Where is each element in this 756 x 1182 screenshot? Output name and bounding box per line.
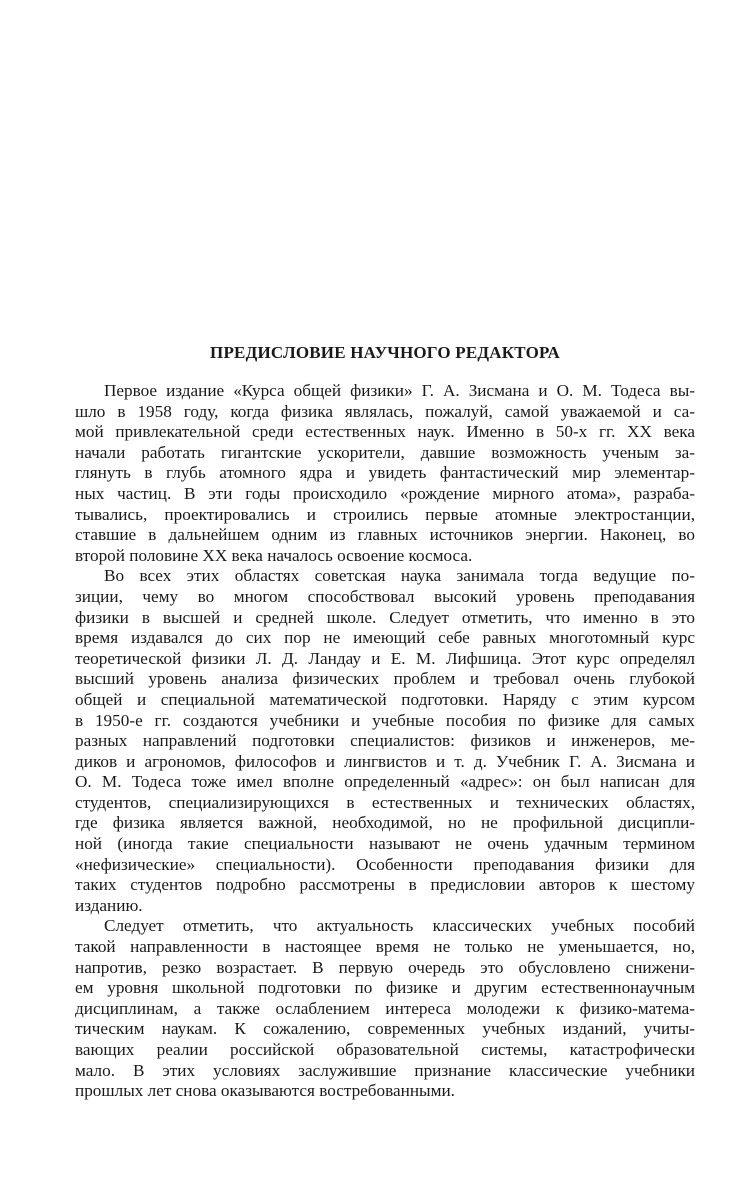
text-line: разных направлений подготовки специалистов: физиков и инженеров, ме-: [75, 731, 695, 751]
text-line: такой направленности в настоящее время не только не уменьшается, но,: [75, 937, 695, 957]
text-line: время издавался до сих пор не имеющий себе равных многотомный курс: [75, 628, 695, 648]
text-line: тывались, проектировались и строились первые атомные электростанции,: [75, 504, 695, 524]
text-line: глянуть в глубь атомного ядра и увидеть фантастический мир элементар-: [75, 463, 695, 483]
text-line: диков и агрономов, философов и лингвистов и т. д. Учебник Г. А. Зисмана и: [75, 751, 695, 771]
text-line: в 1950-е гг. создаются учебники и учебные пособия по физике для самых: [75, 710, 695, 730]
body-text: [75, 381, 695, 1102]
text-line: прошлых лет снова оказываются востребованными.: [75, 1081, 455, 1101]
paragraph-3: [75, 916, 695, 1101]
text-line: студентов, специализирующихся в естественных и технических областях,: [75, 792, 695, 812]
text-line: ем уровня школьной подготовки по физике и другим естественнонаучным: [75, 978, 695, 998]
text-line: шло в 1958 году, когда физика являлась, пожалуй, самой уважаемой и са-: [75, 401, 695, 421]
text-line: Следует отметить, что актуальность классических учебных пособий: [104, 916, 695, 936]
text-line: начали работать гигантские ускорители, давшие возможность ученым за-: [75, 442, 695, 462]
page-title: ПРЕДИСЛОВИЕ НАУЧНОГО РЕДАКТОРА: [210, 343, 560, 362]
text-line: где физика является важной, необходимой, но не профильной дисципли-: [75, 813, 695, 833]
text-line: дисциплинам, а также ослаблением интереса молодежи к физико-матема-: [75, 998, 695, 1018]
text-line: изданию.: [75, 895, 143, 915]
text-line: вающих реалии российской образовательной системы, катастрофически: [75, 1040, 695, 1059]
text-line: таких студентов подробно рассмотрены в предисловии авторов к шестому: [75, 875, 695, 895]
text-line: зиции, чему во многом способствовал высокий уровень преподавания: [75, 586, 695, 606]
text-line: высший уровень анализа физических проблем и требовал очень глубокой: [75, 669, 695, 689]
text-line: Первое издание «Курса общей физики» Г. А. Зисмана и О. М. Тодеса вы-: [104, 381, 695, 400]
text-line: ных частиц. В эти годы происходило «рождение мирного атома», разраба-: [75, 483, 695, 503]
text-line: Во всех этих областях советская наука занимала тогда ведущие по-: [104, 566, 695, 586]
text-line: тическим наукам. К сожалению, современных учебных изданий, учиты-: [75, 1019, 695, 1039]
text-line: мой привлекательной среди естественных наук. Именно в 50-х гг. XX века: [75, 422, 695, 442]
text-line: физики в высшей и средней школе. Следует отметить, что именно в это: [75, 607, 695, 627]
text-line: второй половине XX века началось освоение космоса.: [75, 545, 473, 565]
text-line: теоретической физики Л. Д. Ландау и Е. М. Лифшица. Этот курс определял: [75, 648, 695, 668]
paragraph-1: [75, 381, 695, 566]
text-line: «нефизические» специальности). Особенности преподавания физики для: [75, 854, 695, 874]
text-line: О. М. Тодеса тоже имел вполне определенный «адрес»: он был написан для: [75, 772, 695, 792]
text-line: напротив, резко возрастает. В первую очередь это обусловлено снижени-: [75, 957, 695, 977]
text-line: ставшие в дальнейшем одним из главных источников энергии. Наконец, во: [75, 525, 695, 545]
paragraph-2: [75, 566, 695, 916]
text-line: мало. В этих условиях заслужившие признание классические учебники: [75, 1060, 695, 1080]
text-line: ной (иногда такие специальности называют не очень удачным термином: [75, 834, 695, 854]
text-line: общей и специальной математической подготовки. Наряду с этим курсом: [75, 689, 695, 709]
